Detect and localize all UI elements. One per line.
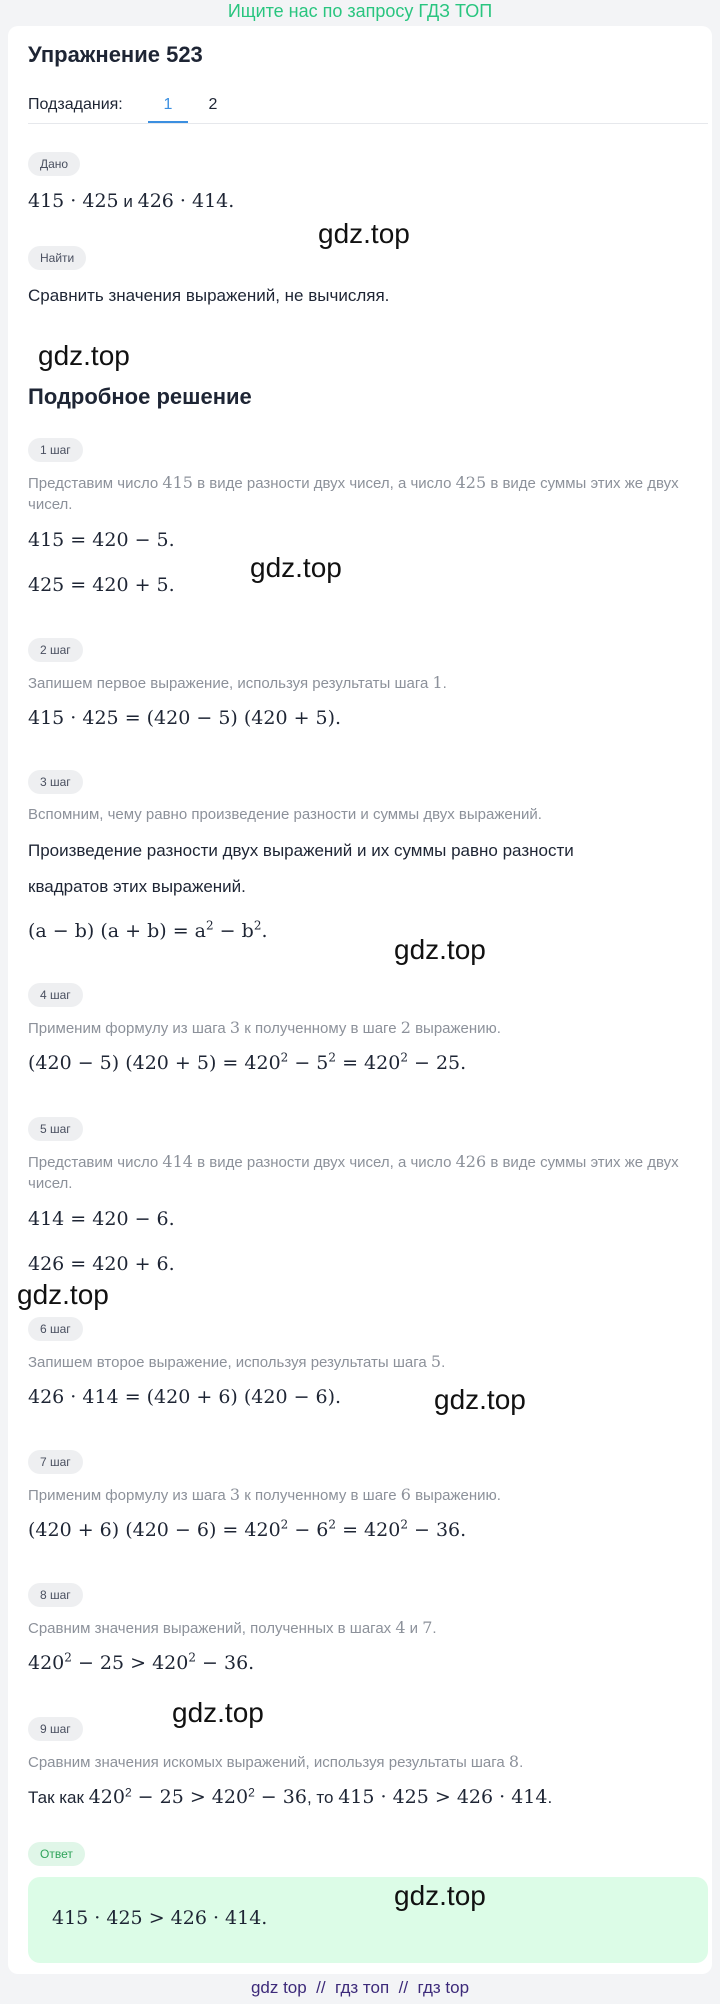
step-5-note [28, 1151, 698, 1194]
eq-part: − 25. [407, 1052, 467, 1074]
step-2-eq: 415 · 425 = (420 − 5) (420 + 5). [28, 707, 342, 729]
note-text: . [519, 1754, 524, 1771]
step-3-rule-line-1: Произведение разности двух выражений и их суммы равно разности [28, 841, 574, 860]
tabs-divider [28, 123, 708, 124]
note-number: 2 [400, 1018, 411, 1037]
step-4-eq [28, 1052, 466, 1074]
find-text: Сравнить значения выражений, не вычисляя. [28, 286, 390, 305]
conclusion-math: − 36 [254, 1786, 307, 1808]
exponent: 2 [328, 1517, 337, 1532]
solution-title: Подробное решение [28, 384, 252, 409]
eq-part: 420 [28, 1652, 65, 1674]
note-text: Запишем первое выражение, используя результаты шага [28, 675, 433, 692]
answer-text: 415 · 425 > 426 · 414. [52, 1907, 268, 1929]
conclusion-math: − 25 > 420 [131, 1786, 249, 1808]
step-2-badge: 2 шаг [28, 638, 83, 662]
exponent: 2 [328, 1050, 337, 1065]
conclusion-text: . [547, 1788, 553, 1807]
exponent: 2 [64, 1650, 72, 1665]
note-number: 3 [229, 1018, 241, 1037]
exponent: 2 [280, 1517, 289, 1532]
note-number: 3 [229, 1485, 241, 1504]
eq-part: (420 + 6) (420 − 6) = 420 [28, 1519, 281, 1541]
exponent: 2 [400, 1050, 408, 1065]
eq-part: − 5 [288, 1052, 329, 1074]
eq-part: = 420 [336, 1519, 401, 1541]
step-5-badge: 5 шаг [28, 1117, 83, 1141]
step-6-eq: 426 · 414 = (420 + 6) (420 − 6). [28, 1386, 342, 1408]
note-text: к полученному в шаге [240, 1487, 401, 1504]
formula-part: . [261, 920, 268, 942]
step-2-note [28, 672, 698, 694]
subtasks-label: Подзадания: [28, 96, 123, 113]
watermark: gdz.top [394, 1880, 486, 1911]
page-title: Упражнение 523 [28, 42, 203, 67]
note-text: и [405, 1620, 423, 1637]
step-1-badge: 1 шаг [28, 438, 83, 462]
note-number: 1 [432, 673, 443, 692]
note-number: 8 [508, 1752, 520, 1771]
note-number: 415 [162, 473, 193, 492]
formula-part: − b [213, 920, 254, 942]
step-6-badge: 6 шаг [28, 1317, 83, 1341]
step-3-formula [28, 920, 268, 942]
note-number: 426 [455, 1152, 487, 1171]
step-8-note [28, 1617, 698, 1639]
footer-links[interactable]: gdz top // гдз топ // гдз top [250, 1978, 470, 1997]
given-expr-b: 426 · 414 [137, 190, 229, 212]
note-text: Сравним значения выражений, полученных в шагах [28, 1620, 396, 1637]
note-text: . [432, 1620, 437, 1637]
exponent: 2 [124, 1785, 132, 1800]
step-4-badge: 4 шаг [28, 983, 83, 1007]
eq-part: − 36. [196, 1652, 255, 1674]
exponent: 2 [188, 1650, 196, 1665]
eq-part: (420 − 5) (420 + 5) = 420 [28, 1052, 281, 1074]
watermark: gdz.top [318, 218, 410, 249]
note-text: . [442, 675, 447, 692]
formula-part: (a − b) (a + b) = a [28, 920, 206, 942]
exponent: 2 [248, 1785, 255, 1800]
note-text: в виде разности двух чисел, а число [192, 1154, 456, 1171]
tab-subtask-2[interactable]: 2 [208, 96, 218, 113]
note-number: 6 [400, 1485, 411, 1504]
watermark: gdz.top [172, 1697, 264, 1728]
step-3-rule-line-2: квадратов этих выражений. [28, 877, 246, 896]
note-text: к полученному в шаге [240, 1020, 401, 1037]
watermark: gdz.top [250, 552, 342, 583]
watermark: gdz.top [394, 934, 486, 965]
search-banner: Ищите нас по запросу ГДЗ ТОП [227, 1, 493, 21]
exponent: 2 [400, 1517, 408, 1532]
find-badge: Найти [28, 246, 86, 270]
exponent: 2 [206, 918, 214, 933]
exercise-card [8, 26, 712, 1974]
conclusion-text: , то [306, 1788, 339, 1807]
given-badge: Дано [28, 152, 80, 176]
step-5-eq-2: 426 = 420 + 6. [28, 1253, 175, 1275]
step-9-badge: 9 шаг [28, 1717, 83, 1741]
step-9-conclusion [28, 1785, 698, 1810]
step-3-badge: 3 шаг [28, 770, 83, 794]
exponent: 2 [280, 1050, 289, 1065]
note-text: в виде разности двух чисел, а число [192, 475, 456, 492]
note-number: 425 [455, 473, 487, 492]
step-4-note [28, 1017, 698, 1039]
note-text: выражению. [410, 1487, 501, 1504]
given-dot: . [228, 190, 235, 212]
note-number: 4 [395, 1618, 406, 1637]
answer-badge: Ответ [28, 1842, 85, 1866]
conclusion-math: 415 · 425 > 426 · 414 [338, 1786, 548, 1808]
note-text: Применим формулу из шага [28, 1020, 230, 1037]
step-1-eq-2: 425 = 420 + 5. [28, 574, 175, 596]
watermark: gdz.top [38, 340, 130, 371]
note-text: выражению. [410, 1020, 501, 1037]
step-7-eq [28, 1519, 466, 1541]
note-text: Сравним значения искомых выражений, используя результаты шага [28, 1754, 509, 1771]
note-number: 5 [430, 1352, 442, 1371]
step-5-eq-1: 414 = 420 − 6. [28, 1208, 175, 1230]
given-expression [28, 190, 234, 212]
conclusion-math: 420 [88, 1786, 125, 1808]
note-text: Представим число [28, 475, 163, 492]
note-text: в виде суммы этих же двух чисел. [28, 475, 679, 513]
tab-subtask-1[interactable]: 1 [163, 96, 173, 113]
step-8-badge: 8 шаг [28, 1583, 83, 1607]
watermark: gdz.top [17, 1279, 109, 1310]
step-8-eq [28, 1652, 254, 1674]
step-1-note [28, 472, 698, 515]
note-text: Применим формулу из шага [28, 1487, 230, 1504]
note-number: 414 [162, 1152, 193, 1171]
conclusion-text: Так как [28, 1788, 89, 1807]
eq-part: = 420 [336, 1052, 401, 1074]
note-text: . [441, 1354, 446, 1371]
step-7-note [28, 1484, 698, 1506]
exponent: 2 [253, 918, 262, 933]
eq-part: − 36. [407, 1519, 467, 1541]
step-6-note [28, 1351, 698, 1373]
note-number: 7 [422, 1618, 433, 1637]
step-7-badge: 7 шаг [28, 1450, 83, 1474]
note-text: Представим число [28, 1154, 163, 1171]
eq-part: − 25 > 420 [71, 1652, 189, 1674]
note-text: Запишем второе выражение, используя результаты шага [28, 1354, 431, 1371]
step-1-eq-1: 415 = 420 − 5. [28, 529, 175, 551]
watermark: gdz.top [434, 1384, 526, 1415]
given-conj: и [118, 192, 138, 211]
note-text: в виде суммы этих же двух чисел. [28, 1154, 679, 1192]
given-expr-a: 415 · 425 [28, 190, 119, 212]
step-3-note: Вспомним, чему равно произведение разности и суммы двух выражений. [28, 806, 542, 823]
step-9-note [28, 1751, 698, 1773]
eq-part: − 6 [288, 1519, 329, 1541]
